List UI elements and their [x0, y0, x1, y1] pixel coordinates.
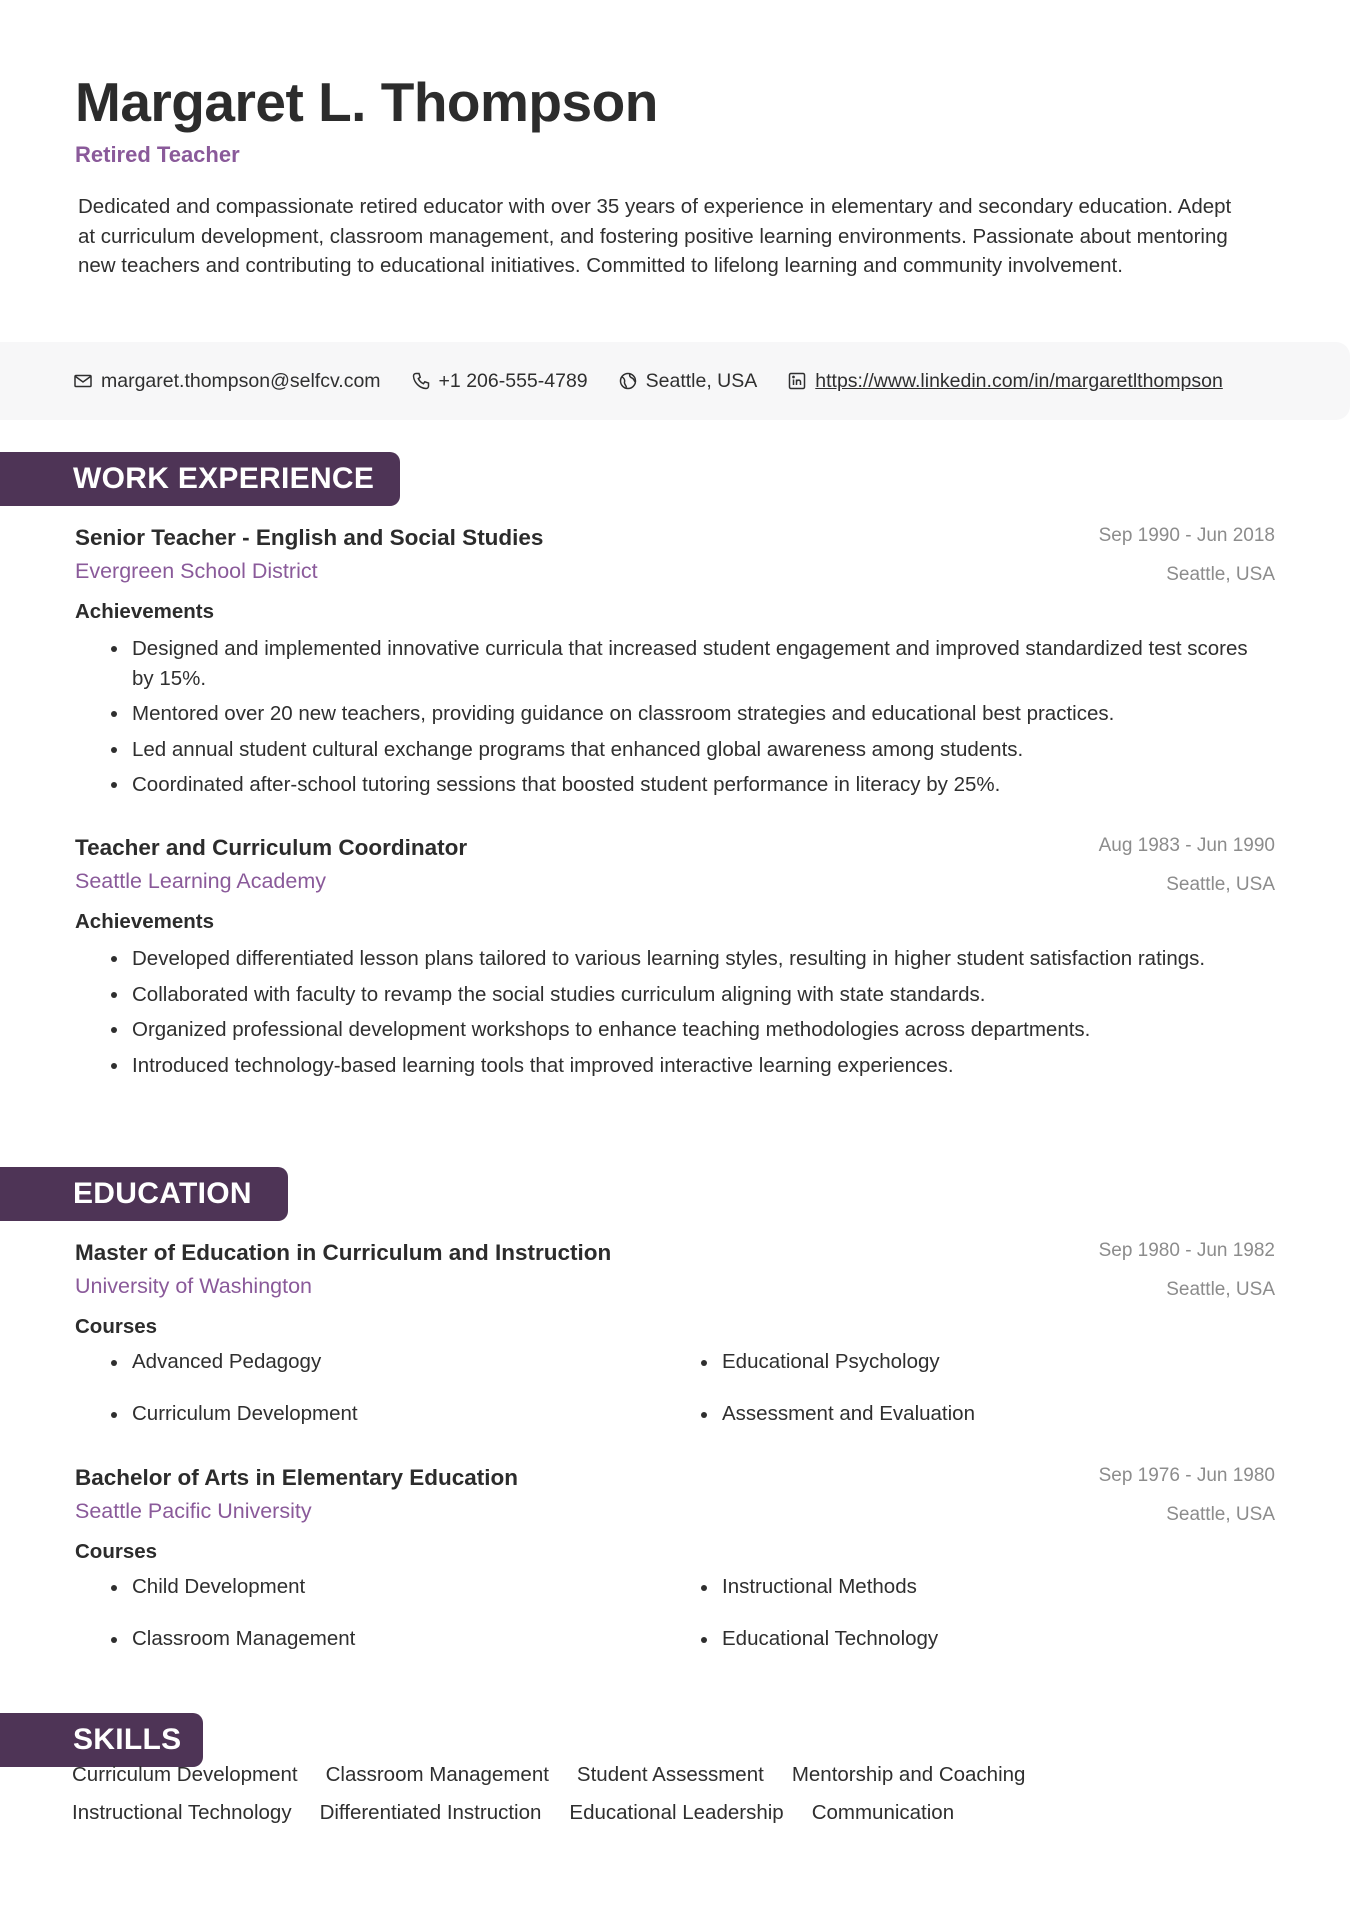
list-item: Introduced technology-based learning tools that improved interactive learning experiences. — [75, 1051, 1270, 1081]
education-dates: Sep 1976 - Jun 1980 — [1098, 1465, 1275, 1486]
list-item: Collaborated with faculty to revamp the social studies curriculum aligning with state standards. — [75, 980, 1270, 1010]
skill-item: Educational Leadership — [569, 1801, 784, 1824]
achievements-list — [75, 944, 1275, 1080]
linkedin-link[interactable]: https://www.linkedin.com/in/margaretlthompson — [815, 369, 1223, 392]
list-item: Mentored over 20 new teachers, providing guidance on classroom strategies and educational best practices. — [75, 699, 1270, 729]
section-header-education: EDUCATION — [0, 1167, 288, 1221]
contact-location-text: Seattle, USA — [645, 369, 758, 392]
skill-item: Mentorship and Coaching — [791, 1763, 1026, 1786]
education-dates: Sep 1980 - Jun 1982 — [1098, 1240, 1275, 1261]
resume-header — [75, 66, 1275, 281]
list-item: Assessment and Evaluation — [665, 1399, 1255, 1429]
achievements-heading: Achievements — [75, 600, 215, 623]
employer-name: Evergreen School District — [75, 559, 318, 583]
institution-name: Seattle Pacific University — [75, 1499, 312, 1523]
list-item: Coordinated after-school tutoring sessions that boosted student performance in literacy by 25%. — [75, 770, 1270, 800]
skill-item: Curriculum Development — [72, 1763, 298, 1786]
contact-phone-text: +1 206-555-4789 — [438, 369, 588, 392]
contact-phone[interactable] — [411, 370, 588, 393]
education-entry — [75, 1463, 1275, 1654]
skills-list — [72, 1760, 1272, 1836]
list-item: Led annual student cultural exchange programs that enhanced global awareness among students. — [75, 735, 1270, 765]
candidate-role: Retired Teacher — [75, 142, 240, 167]
list-item: Designed and implemented innovative curricula that increased student engagement and improved standardized test scores by 15%. — [75, 634, 1270, 693]
education-location: Seattle, USA — [1166, 1504, 1275, 1525]
work-entry — [75, 523, 1275, 806]
globe-icon — [618, 371, 638, 391]
contact-email-text: margaret.thompson@selfcv.com — [101, 369, 381, 392]
job-dates: Aug 1983 - Jun 1990 — [1098, 835, 1275, 856]
skill-item: Classroom Management — [325, 1763, 549, 1786]
job-location: Seattle, USA — [1166, 874, 1275, 895]
linkedin-icon — [787, 371, 807, 391]
work-entry — [75, 833, 1275, 1086]
list-item: Educational Technology — [665, 1624, 1255, 1654]
courses-list — [75, 1572, 1275, 1654]
skill-item: Communication — [811, 1801, 955, 1824]
envelope-icon — [73, 371, 93, 391]
institution-name: University of Washington — [75, 1274, 312, 1298]
section-header-skills: SKILLS — [0, 1713, 203, 1767]
contact-location — [618, 370, 758, 393]
employer-name: Seattle Learning Academy — [75, 869, 326, 893]
education-entry — [75, 1238, 1275, 1429]
skill-item: Instructional Technology — [72, 1801, 292, 1824]
courses-heading: Courses — [75, 1540, 158, 1563]
list-item: Organized professional development workshops to enhance teaching methodologies across departments. — [75, 1015, 1270, 1045]
phone-icon — [411, 371, 431, 391]
courses-list — [75, 1347, 1275, 1429]
list-item: Child Development — [75, 1572, 665, 1602]
list-item: Instructional Methods — [665, 1572, 1255, 1602]
list-item: Developed differentiated lesson plans tailored to various learning styles, resulting in higher student satisfaction ratings. — [75, 944, 1270, 974]
courses-heading: Courses — [75, 1315, 158, 1338]
job-location: Seattle, USA — [1166, 564, 1275, 585]
achievements-heading: Achievements — [75, 910, 215, 933]
achievements-list — [75, 634, 1275, 800]
contact-email[interactable] — [73, 370, 381, 393]
contact-bar — [0, 342, 1350, 420]
list-item: Curriculum Development — [75, 1399, 665, 1429]
education-location: Seattle, USA — [1166, 1279, 1275, 1300]
list-item: Classroom Management — [75, 1624, 665, 1654]
degree-title: Bachelor of Arts in Elementary Education — [75, 1465, 519, 1490]
job-dates: Sep 1990 - Jun 2018 — [1098, 525, 1275, 546]
degree-title: Master of Education in Curriculum and Instruction — [75, 1240, 612, 1265]
list-item: Advanced Pedagogy — [75, 1347, 665, 1377]
section-header-work-experience: WORK EXPERIENCE — [0, 452, 400, 506]
job-title: Senior Teacher - English and Social Studies — [75, 525, 544, 550]
profile-summary: Dedicated and compassionate retired educator with over 35 years of experience in elementary and secondary education. Adept at curriculum development, classroom management, and fostering positive learning environments. Passionate about mentoring new teachers and contributing to educational initiatives. Committed to lifelong learning and community involvement. — [78, 195, 1232, 277]
list-item: Educational Psychology — [665, 1347, 1255, 1377]
contact-linkedin[interactable] — [787, 370, 1223, 393]
job-title: Teacher and Curriculum Coordinator — [75, 835, 468, 860]
skill-item: Differentiated Instruction — [319, 1801, 542, 1824]
candidate-name: Margaret L. Thompson — [75, 71, 658, 133]
skill-item: Student Assessment — [576, 1763, 764, 1786]
